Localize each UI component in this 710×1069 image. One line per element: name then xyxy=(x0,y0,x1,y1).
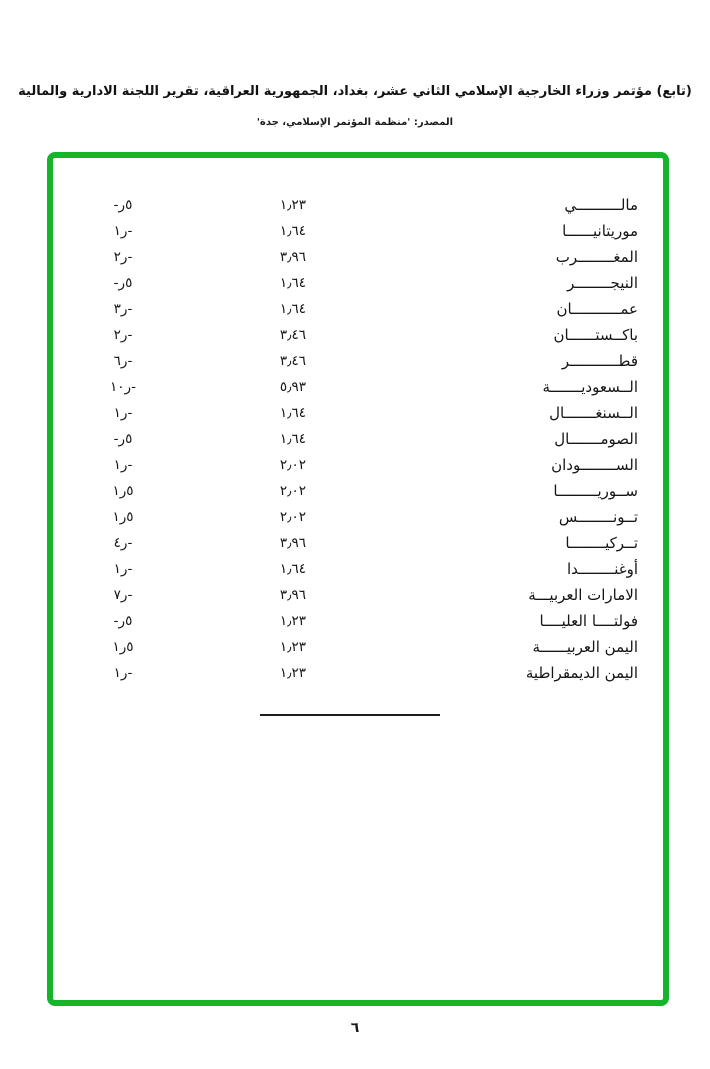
amount-value: ١ر- xyxy=(113,405,133,421)
table-row xyxy=(53,426,663,452)
country-name: أوغنــــــــدا xyxy=(567,559,638,578)
table-row xyxy=(53,634,663,660)
table-row xyxy=(53,452,663,478)
percent-value: ٣٫٩٦ xyxy=(279,587,307,603)
table-row xyxy=(53,322,663,348)
percent-value: ١٫٢٣ xyxy=(279,613,307,629)
country-name: قطـــــــــــر xyxy=(561,351,638,370)
country-name: الامارات العربيـــة xyxy=(528,585,638,604)
amount-value: -ر٥ xyxy=(113,431,133,447)
amount-value: ٢ر- xyxy=(113,249,133,265)
amount-value: ٤ر- xyxy=(113,535,133,551)
table-row xyxy=(53,400,663,426)
amount-value: ١ر- xyxy=(113,223,133,239)
percent-value: ٣٫٤٦ xyxy=(279,353,307,369)
amount-value: ١ر- xyxy=(113,665,133,681)
country-name: الــسعوديـــــــة xyxy=(542,377,638,396)
table-row xyxy=(53,218,663,244)
percent-value: ١٫٢٣ xyxy=(279,197,307,213)
country-name: الســــــــودان xyxy=(551,455,638,474)
amount-value: ١ر٥ xyxy=(112,483,134,499)
amount-value: ٦ر- xyxy=(113,353,133,369)
document-title: (تابع) مؤتمر وزراء الخارجية الإسلامي الثاني عشر، بغداد، الجمهورية العراقية، تقرير اللجنة الادارية والمالية xyxy=(18,84,692,99)
table-row xyxy=(53,244,663,270)
country-name: مالــــــــــي xyxy=(564,195,638,214)
percent-value: ٢٫٠٢ xyxy=(279,509,307,525)
table-row xyxy=(53,556,663,582)
country-name: عمـــــــــــان xyxy=(556,299,638,318)
table-row xyxy=(53,270,663,296)
percent-value: ٣٫٩٦ xyxy=(279,249,307,265)
table-row xyxy=(53,296,663,322)
percent-value: ١٫٦٤ xyxy=(279,301,307,317)
percent-value: ٣٫٩٦ xyxy=(279,535,307,551)
amount-value: ١ر٥ xyxy=(112,639,134,655)
table-row xyxy=(53,348,663,374)
percent-value: ١٫٦٤ xyxy=(279,431,307,447)
table-row xyxy=(53,530,663,556)
amount-value: -ر٥ xyxy=(113,275,133,291)
country-name: الصومـــــــال xyxy=(554,429,638,448)
amount-value: ٧ر- xyxy=(113,587,133,603)
percent-value: ٥٫٩٣ xyxy=(279,379,307,395)
table-row xyxy=(53,192,663,218)
percent-value: ١٫٢٣ xyxy=(279,639,307,655)
country-name: اليمن الديمقراطية xyxy=(525,663,638,682)
country-name: تــركيــــــــا xyxy=(565,533,638,552)
contributions-table xyxy=(53,192,663,686)
table-row xyxy=(53,582,663,608)
percent-value: ٣٫٤٦ xyxy=(279,327,307,343)
percent-value: ١٫٢٣ xyxy=(279,665,307,681)
table-row xyxy=(53,504,663,530)
amount-value: ١٠ر- xyxy=(110,379,136,395)
table-row xyxy=(53,660,663,686)
table-row xyxy=(53,608,663,634)
country-name: الــسنغـــــــال xyxy=(549,403,638,422)
percent-value: ١٫٦٤ xyxy=(279,275,307,291)
country-name: اليمن العربيــــــة xyxy=(532,637,638,656)
amount-value: ١ر٥ xyxy=(112,509,134,525)
source-line: المصدر: 'منظمة المؤتمر الإسلامي، جدة' xyxy=(256,117,454,128)
table-row xyxy=(53,478,663,504)
country-name: المغــــــــرب xyxy=(555,247,638,266)
country-name: موريتانيــــــا xyxy=(562,221,638,240)
percent-value: ٢٫٠٢ xyxy=(279,457,307,473)
percent-value: ٢٫٠٢ xyxy=(279,483,307,499)
section-divider xyxy=(260,714,440,716)
country-name: تــونــــــــس xyxy=(558,507,638,526)
amount-value: ٣ر- xyxy=(113,301,133,317)
country-name: النيجــــــــر xyxy=(567,273,638,292)
country-name: ســوريـــــــــا xyxy=(553,481,638,500)
amount-value: ١ر- xyxy=(113,561,133,577)
page-number: ٦ xyxy=(350,1020,360,1036)
amount-value: ٢ر- xyxy=(113,327,133,343)
country-name: فولتــــا العليــــا xyxy=(539,611,638,630)
amount-value: ١ر- xyxy=(113,457,133,473)
amount-value: -ر٥ xyxy=(113,197,133,213)
amount-value: -ر٥ xyxy=(113,613,133,629)
percent-value: ١٫٦٤ xyxy=(279,223,307,239)
table-row xyxy=(53,374,663,400)
percent-value: ١٫٦٤ xyxy=(279,561,307,577)
percent-value: ١٫٦٤ xyxy=(279,405,307,421)
country-name: باكــستــــــان xyxy=(553,325,638,344)
